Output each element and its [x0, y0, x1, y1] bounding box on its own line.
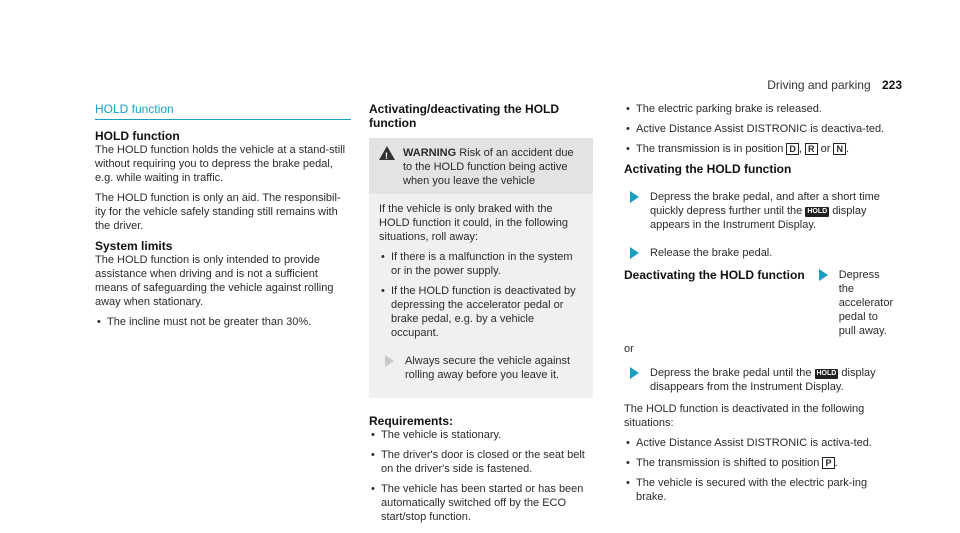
gear-p-icon: P — [822, 457, 834, 469]
gear-d-icon: D — [786, 143, 799, 155]
column-3 — [624, 102, 894, 510]
step-release — [624, 246, 894, 260]
paragraph-2: The HOLD function is only an aid. The responsibil-ity for the vehicle safely standing still remains with the driver. — [95, 192, 341, 232]
warning-text: Risk of an accident due to the HOLD function being active when you leave the vehicle — [403, 147, 574, 187]
activating-heading: Activating the HOLD function — [624, 162, 792, 176]
warning-header — [369, 138, 593, 194]
list-item: • The incline must not be greater than 30%. — [95, 315, 351, 329]
warning-label: WARNING — [403, 147, 457, 159]
bullet-list — [95, 315, 351, 329]
gear-n-icon: N — [833, 143, 846, 155]
page-header — [767, 78, 902, 92]
list-item — [624, 142, 894, 156]
activating-deactivating-heading: Activating/deactivating the HOLD function — [369, 102, 560, 130]
section-title: Driving and parking — [767, 78, 871, 92]
warning-box — [369, 138, 593, 398]
list-item: • The vehicle is stationary. — [369, 428, 593, 442]
column-2 — [369, 102, 593, 530]
deactivation-body: The HOLD function is deactivated in the following situations: — [624, 403, 865, 429]
step-text: display disappears from the Instrument Display. — [650, 367, 876, 393]
step-arrow-icon — [630, 247, 639, 259]
requirements-list — [369, 428, 593, 524]
list-item: • The vehicle has been started or has been automatically switched off by the ECO start/stop function. — [369, 482, 593, 524]
list-item: • If there is a malfunction in the system or in the power supply. — [379, 250, 583, 278]
list-item: • Active Distance Assist DISTRONIC is deactiva-ted. — [624, 122, 894, 136]
step-text: Release the brake pedal. — [650, 247, 773, 259]
requirements-continued — [624, 102, 894, 156]
warning-body-text: If the vehicle is only braked with the HOLD function it could, in the following situations, roll away: — [379, 203, 568, 243]
step-text: Depress the accelerator pedal to pull away. — [838, 269, 894, 337]
step-activate — [624, 190, 894, 232]
list-item: • The driver's door is closed or the seat belt on the driver's side is fastened. — [369, 448, 593, 476]
list-item: • Active Distance Assist DISTRONIC is activa-ted. — [624, 436, 894, 450]
step-arrow-icon — [819, 269, 828, 281]
paragraph-1: The HOLD function holds the vehicle at a stand-still without requiring you to depress the brake pedal, e.g. while waiting in traffic. — [95, 144, 346, 184]
list-item — [624, 456, 894, 470]
list-item: • The electric parking brake is released. — [624, 102, 894, 116]
list-item: • The vehicle is secured with the electric park-ing brake. — [624, 476, 894, 504]
subheading-system-limits: System limits — [95, 239, 173, 253]
step-deactivate-brake — [624, 366, 894, 394]
deactivating-block — [624, 268, 894, 338]
list-item: • If the HOLD function is deactivated by depressing the accelerator pedal or brake pedal, e.g. by a vehicle occupant. — [379, 284, 583, 340]
gear-r-icon: R — [805, 143, 818, 155]
requirements-heading: Requirements: — [369, 414, 454, 428]
warning-bullets — [379, 250, 583, 340]
step-arrow-icon — [630, 367, 639, 379]
shift-text: The transmission is shifted to position — [636, 457, 820, 469]
or-word: or — [820, 143, 831, 155]
step-secure-vehicle — [379, 354, 583, 382]
warning-triangle-icon: ! — [379, 146, 395, 160]
transmission-text: The transmission is in position — [636, 143, 784, 155]
comma: , — [798, 143, 802, 155]
section-heading: HOLD function — [95, 102, 351, 120]
period: . — [845, 143, 849, 155]
step-text: Depress the brake pedal, and after a short time quickly depress further until the — [650, 191, 880, 217]
paragraph-3: The HOLD function is only intended to provide assistance when driving and is not a sufficient means of safeguarding the vehicle against rolling away when stationary. — [95, 254, 334, 308]
hold-indicator-icon: HOLD — [816, 370, 837, 377]
step-text: Always secure the vehicle against rolling away before you leave it. — [405, 355, 571, 381]
hold-indicator-icon: HOLD — [807, 208, 828, 215]
period: . — [834, 457, 838, 469]
or-separator: or — [624, 343, 634, 355]
column-1 — [95, 102, 351, 335]
deactivating-heading: Deactivating the HOLD function — [624, 268, 805, 282]
deactivation-list — [624, 436, 894, 504]
warning-body — [369, 194, 593, 398]
step-arrow-icon — [385, 355, 394, 367]
step-deactivate — [813, 268, 894, 338]
step-text: Depress the brake pedal until the — [650, 367, 812, 379]
subheading-hold-function: HOLD function — [95, 129, 180, 143]
page-number: 223 — [881, 78, 902, 92]
step-arrow-icon — [630, 191, 639, 203]
step-text: display appears in the Instrument Display. — [650, 205, 867, 231]
